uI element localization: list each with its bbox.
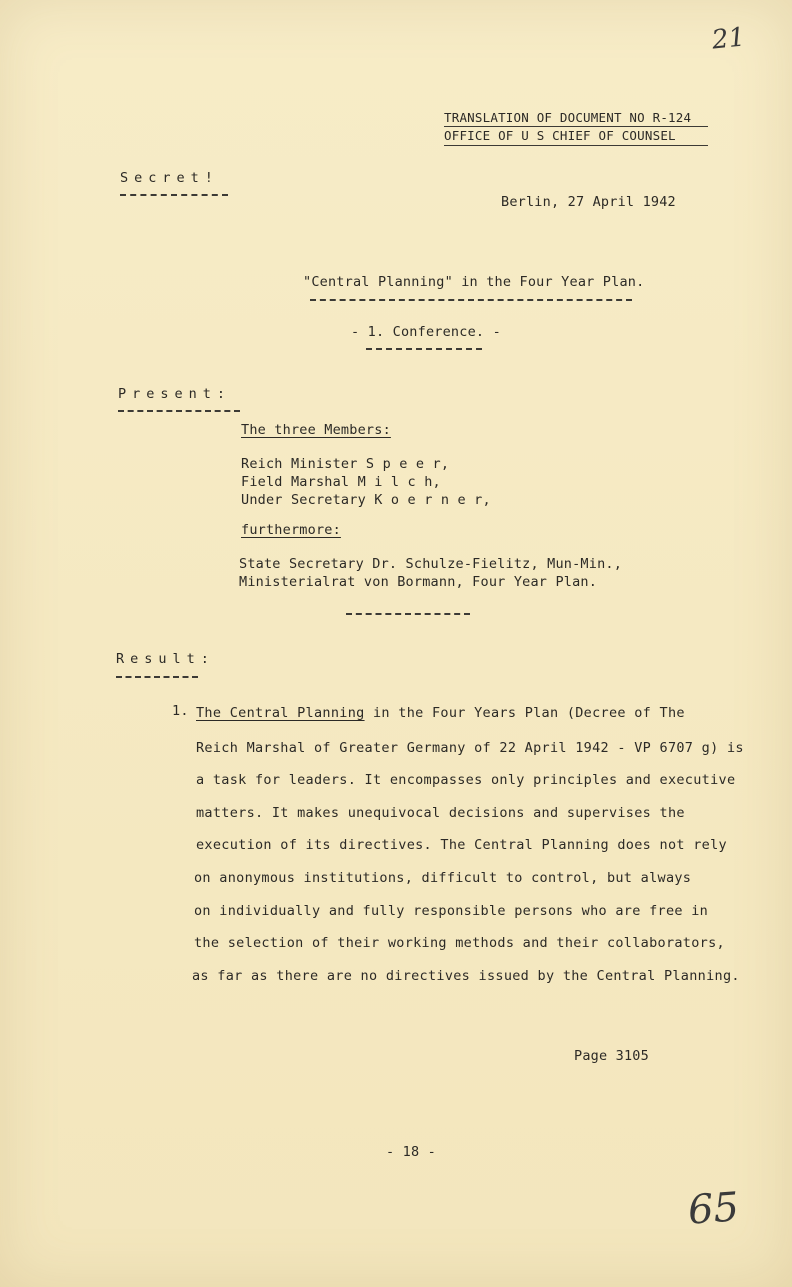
result-item-line-8: the selection of their working methods and their collaborators, <box>194 935 725 951</box>
members-heading: The three Members: <box>241 422 391 438</box>
present-heading: Present: <box>118 386 232 402</box>
member-speer: Reich Minister S p e e r, <box>241 456 450 472</box>
attendee-schulze-fielitz: State Secretary Dr. Schulze-Fielitz, Mun-Min., <box>239 556 623 572</box>
result-underline <box>116 676 198 678</box>
subtitle-underline <box>366 348 482 350</box>
result-item-line-9: as far as there are no directives issued by the Central Planning. <box>192 968 740 984</box>
place-date: Berlin, 27 April 1942 <box>501 194 676 210</box>
result-item-number: 1. <box>172 703 189 719</box>
result-item-line-6: on anonymous institutions, difficult to control, but always <box>194 870 692 886</box>
page-reference: Page 3105 <box>574 1048 649 1064</box>
header-rule-bottom <box>444 145 708 146</box>
result-item-line-1 <box>196 705 685 721</box>
handwritten-folio-number: 21 <box>710 22 747 56</box>
header-rule-top <box>444 126 708 127</box>
document-title: "Central Planning" in the Four Year Plan. <box>303 274 645 290</box>
result-line-1-rest: in the Four Years Plan (Decree of The <box>364 705 685 721</box>
result-item-line-7: on individually and fully responsible persons who are free in <box>194 903 709 919</box>
result-item-line-5: execution of its directives. The Central Planning does not rely <box>196 837 727 853</box>
classification-underline <box>120 194 228 196</box>
page-number: - 18 - <box>386 1144 436 1160</box>
member-koerner: Under Secretary K o e r n e r, <box>241 492 491 508</box>
central-planning-term: The Central Planning <box>196 705 365 721</box>
translation-header-line2: OFFICE OF U S CHIEF OF COUNSEL <box>444 128 676 143</box>
result-item-line-2: Reich Marshal of Greater Germany of 22 April 1942 - VP 6707 g) is <box>196 740 744 756</box>
result-item-line-3: a task for leaders. It encompasses only principles and executive <box>196 772 736 788</box>
title-underline <box>310 299 632 301</box>
attendee-bormann: Ministerialrat von Bormann, Four Year Plan. <box>239 574 598 590</box>
member-milch: Field Marshal M i l c h, <box>241 474 441 490</box>
handwritten-bottom-number: 65 <box>686 1184 741 1234</box>
present-underline <box>118 410 240 412</box>
classification-label: Secret! <box>120 170 219 186</box>
translation-header-line1: TRANSLATION OF DOCUMENT NO R-124 <box>444 110 692 125</box>
conference-subtitle: - 1. Conference. - <box>351 324 501 340</box>
result-heading: Result: <box>116 651 215 667</box>
result-item-line-4: matters. It makes unequivocal decisions and supervises the <box>196 805 685 821</box>
furthermore-heading: furthermore: <box>241 522 341 538</box>
section-separator <box>346 613 470 615</box>
